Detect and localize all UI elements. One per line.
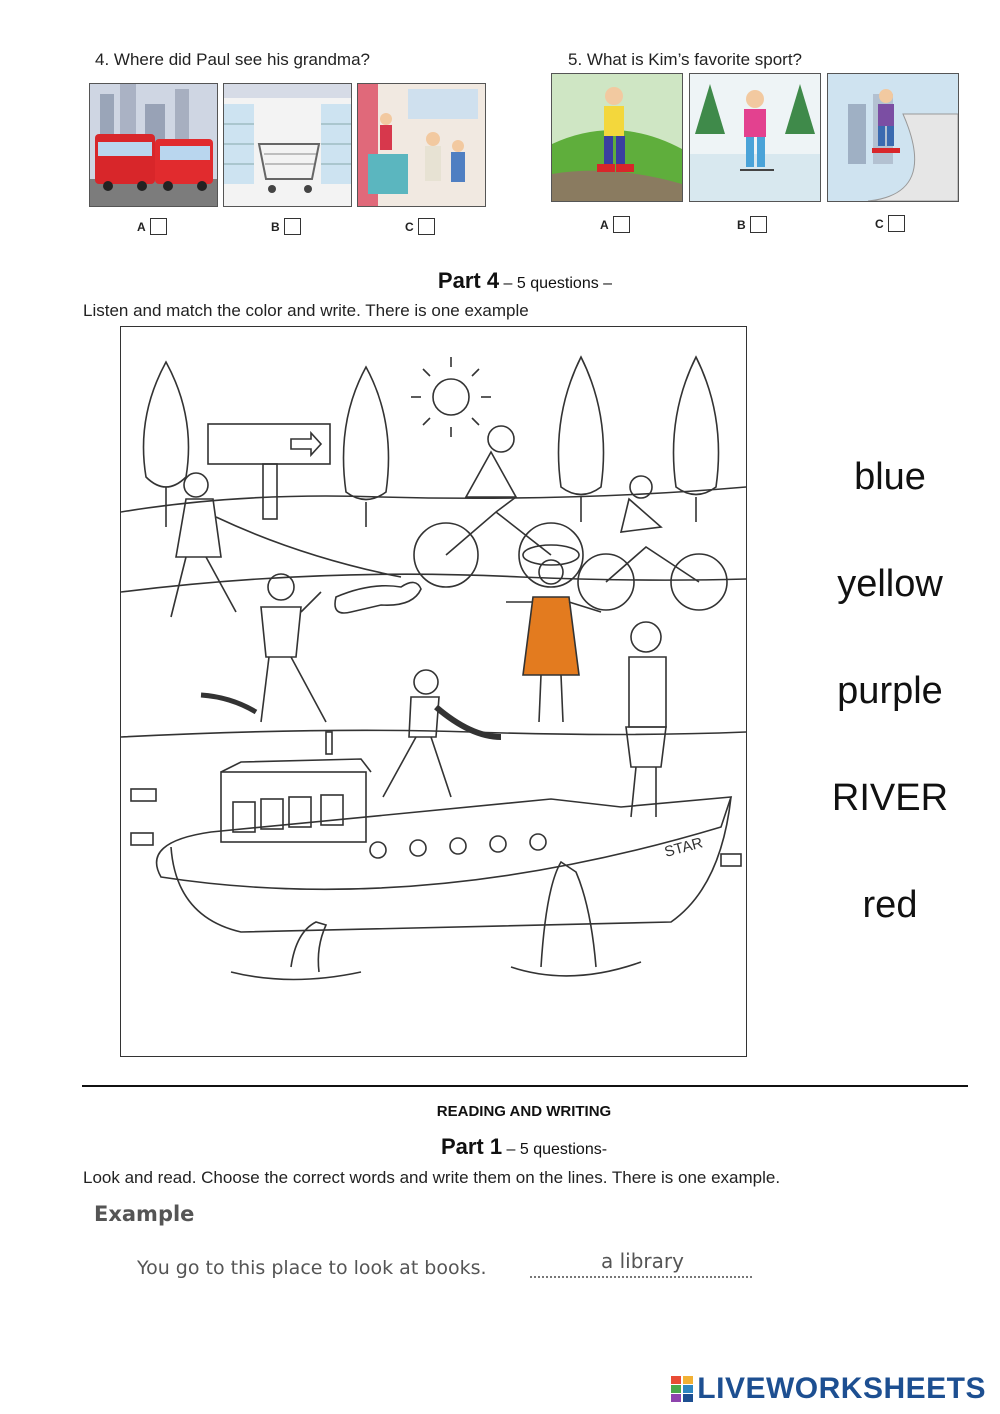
logo-text: LIVEWORKSHEETS xyxy=(697,1372,986,1405)
question-4-text: 4. Where did Paul see his grandma? xyxy=(95,50,370,69)
tree-2 xyxy=(344,367,389,527)
logo-icon xyxy=(671,1376,693,1402)
tree-1 xyxy=(144,362,189,527)
q5-checkbox-b[interactable] xyxy=(750,216,767,233)
boat-label: STAR xyxy=(662,834,705,861)
liveworksheets-logo xyxy=(671,1372,986,1406)
q4-checkbox-a[interactable] xyxy=(150,218,167,235)
q5-option-b[interactable]: B xyxy=(737,216,767,233)
q4-image-supermarket xyxy=(223,83,352,207)
q4-image-bus-station xyxy=(89,83,218,207)
q4-image-shop xyxy=(357,83,486,207)
dolphin-2 xyxy=(511,862,641,976)
q5-option-a[interactable]: A xyxy=(600,216,630,233)
bat xyxy=(201,695,256,712)
example-answer-line xyxy=(530,1276,752,1278)
orange-dress xyxy=(523,597,579,675)
color-word-purple[interactable]: purple xyxy=(837,670,943,712)
part4-instruction: Listen and match the color and write. There is one example xyxy=(83,301,529,320)
color-word-red[interactable]: red xyxy=(862,884,918,926)
boat xyxy=(157,732,731,932)
q4-checkbox-b[interactable] xyxy=(284,218,301,235)
reading-part1-subtitle: – 5 questions- xyxy=(506,1141,608,1158)
example-answer: a library xyxy=(601,1249,684,1273)
q4-option-b[interactable]: B xyxy=(271,218,301,235)
girl-with-bat xyxy=(383,670,501,797)
woman-walking xyxy=(171,473,401,617)
q4-checkbox-c[interactable] xyxy=(418,218,435,235)
q4-option-c[interactable]: C xyxy=(405,218,435,235)
sign xyxy=(208,424,330,519)
q5-checkbox-a[interactable] xyxy=(613,216,630,233)
part4-subtitle: – 5 questions – xyxy=(503,275,613,292)
sun xyxy=(411,357,491,437)
color-word-blue[interactable]: blue xyxy=(854,456,926,498)
reading-part1-title: Part 1 xyxy=(440,1134,503,1159)
girl-orange-dress xyxy=(506,545,601,722)
q5-option-c[interactable]: C xyxy=(875,215,905,232)
coloring-picture xyxy=(120,326,747,1057)
reading-heading: READING AND WRITING xyxy=(436,1103,612,1120)
dog xyxy=(335,582,421,613)
color-word-river[interactable]: RIVER xyxy=(831,777,949,819)
color-word-yellow[interactable]: yellow xyxy=(837,563,943,605)
question-5-text: 5. What is Kim’s favorite sport? xyxy=(568,50,802,69)
q5-image-ice-skating xyxy=(689,73,821,202)
part4-title: Part 4 xyxy=(437,268,500,293)
q5-image-skateboarding xyxy=(827,73,959,202)
reading-instruction: Look and read. Choose the correct words and write them on the lines. There is one example. xyxy=(83,1168,781,1187)
section-divider xyxy=(82,1085,968,1087)
part4-heading xyxy=(0,268,1000,294)
q4-option-a[interactable]: A xyxy=(137,218,167,235)
q5-checkbox-c[interactable] xyxy=(888,215,905,232)
man-standing xyxy=(626,622,666,817)
tree-4 xyxy=(674,357,719,522)
reading-part1-heading xyxy=(0,1134,1000,1160)
q5-image-roller-skating xyxy=(551,73,683,202)
example-sentence: You go to this place to look at books. xyxy=(137,1257,487,1279)
boy-waving xyxy=(261,574,326,722)
example-label: Example xyxy=(94,1202,195,1226)
